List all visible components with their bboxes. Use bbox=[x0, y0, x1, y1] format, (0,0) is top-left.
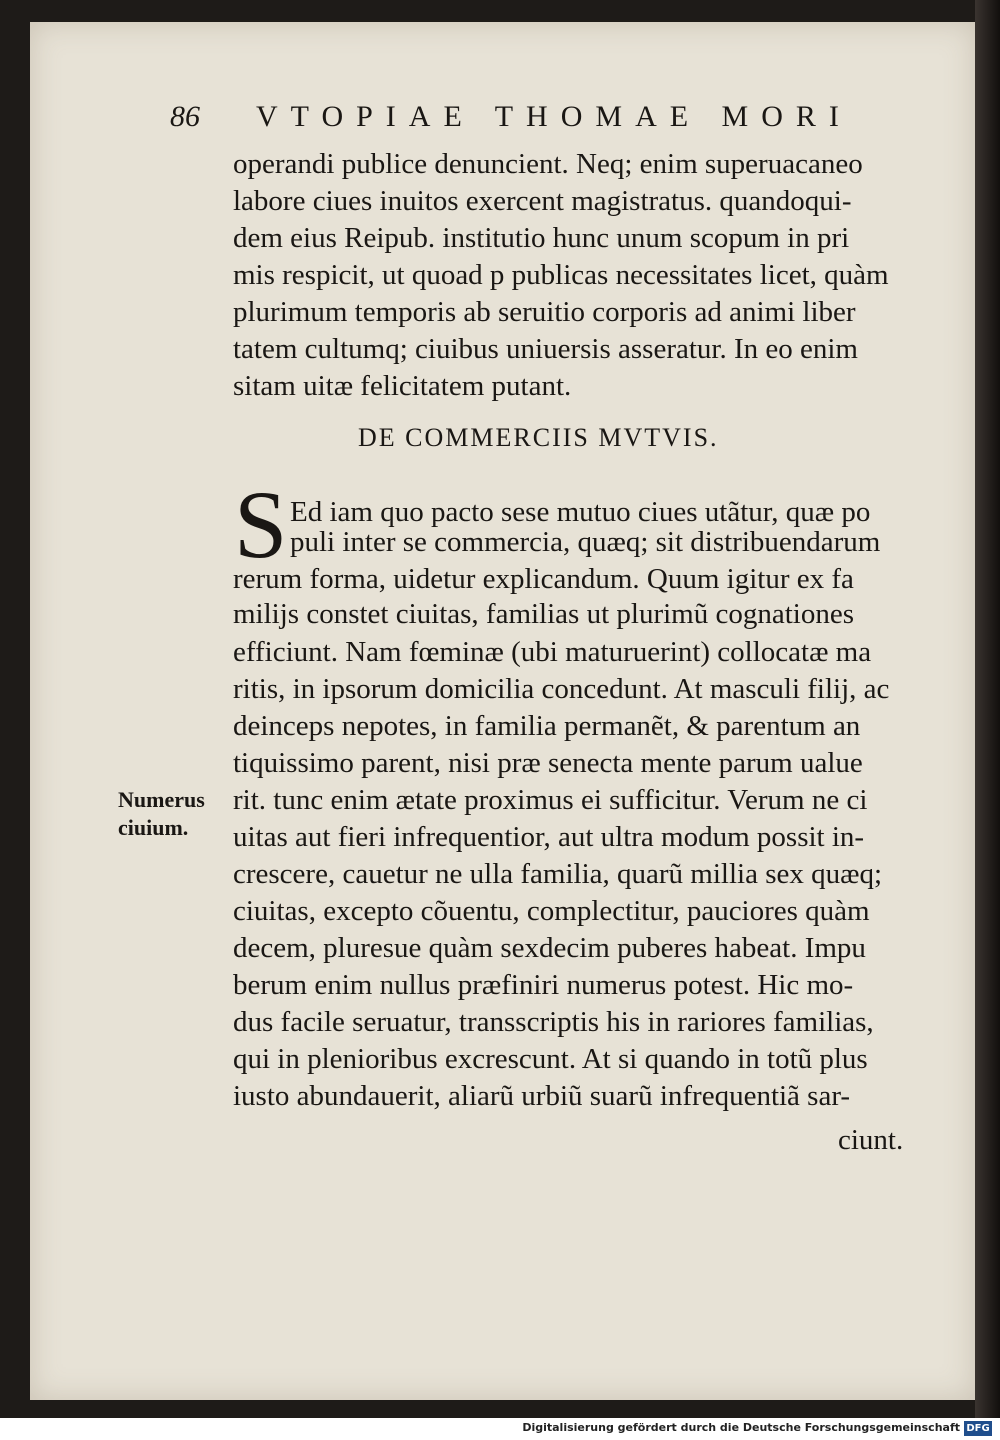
text-line: ciuitas, excepto cõuentu, complectitur, pauciores quàm bbox=[233, 895, 870, 927]
text-line: crescere, cauetur ne ulla familia, quarũ millia sex quæq; bbox=[233, 858, 883, 890]
text-line: qui in plenioribus excrescunt. At si quando in totũ plus bbox=[233, 1043, 868, 1075]
text-line: rit. tunc enim ætate proximus ei sufficitur. Verum ne ci bbox=[233, 784, 868, 816]
marginal-note bbox=[118, 786, 205, 842]
drop-cap: S bbox=[234, 471, 288, 578]
text-line: ritis, in ipsorum domicilia concedunt. At masculi filij, ac bbox=[233, 673, 890, 705]
page-number: 86 bbox=[170, 100, 200, 133]
text-line: mis respicit, ut quoad p publicas necessitates licet, quàm bbox=[233, 259, 889, 291]
text-line: decem, pluresue quàm sexdecim puberes habeat. Impu bbox=[233, 932, 866, 964]
dfg-logo-icon: DFG bbox=[964, 1421, 992, 1436]
page-header bbox=[170, 100, 920, 140]
footer-credit: Digitalisierung gefördert durch die Deutsche Forschungsgemeinschaft bbox=[522, 1421, 960, 1434]
text-line: sitam uitæ felicitatem putant. bbox=[233, 370, 572, 402]
text-line: ciunt. bbox=[838, 1124, 904, 1156]
text-line: uitas aut fieri infrequentior, aut ultra modum possit in- bbox=[233, 821, 865, 853]
text-line: berum enim nullus præfiniri numerus potest. Hic mo- bbox=[233, 969, 854, 1001]
text-line: rerum forma, uidetur explicandum. Quum igitur ex fa bbox=[233, 563, 854, 595]
text-line: plurimum temporis ab seruitio corporis ad animi liber bbox=[233, 296, 856, 328]
footer-bar bbox=[0, 1418, 1000, 1440]
text-line: iusto abundauerit, aliarũ urbiũ suarũ infrequentiã sar- bbox=[233, 1080, 851, 1112]
text-line: tatem cultumq; ciuibus uniuersis asseratur. In eo enim bbox=[233, 333, 858, 365]
text-line: dem eius Reipub. institutio hunc unum scopum in pri bbox=[233, 222, 850, 254]
text-line: operandi publice denuncient. Neq; enim superuacaneo bbox=[233, 148, 863, 180]
text-line: puli inter se commercia, quæq; sit distribuendarum bbox=[290, 526, 881, 558]
text-line: tiquissimo parent, nisi præ senecta mente parum ualue bbox=[233, 747, 863, 779]
text-line: deinceps nepotes, in familia permanẽt, & parentum an bbox=[233, 710, 861, 742]
text-line: labore ciues inuitos exercent magistratus. quandoqui- bbox=[233, 185, 852, 217]
book-binding bbox=[975, 0, 1000, 1418]
text-line: dus facile seruatur, transscriptis his in rariores familias, bbox=[233, 1006, 874, 1038]
text-line: milijs constet ciuitas, familias ut plurimũ cognationes bbox=[233, 598, 854, 630]
section-heading: DE COMMERCIIS MVTVIS. bbox=[358, 423, 719, 452]
text-line: efficiunt. Nam fœminæ (ubi maturuerint) collocatæ ma bbox=[233, 636, 872, 668]
marginal-note-line: Numerus bbox=[118, 787, 205, 812]
marginal-note-line: ciuium. bbox=[118, 815, 189, 840]
text-line: Ed iam quo pacto sese mutuo ciues utãtur, quæ po bbox=[290, 496, 871, 528]
running-head: VTOPIAE THOMAE MORI bbox=[256, 100, 852, 133]
